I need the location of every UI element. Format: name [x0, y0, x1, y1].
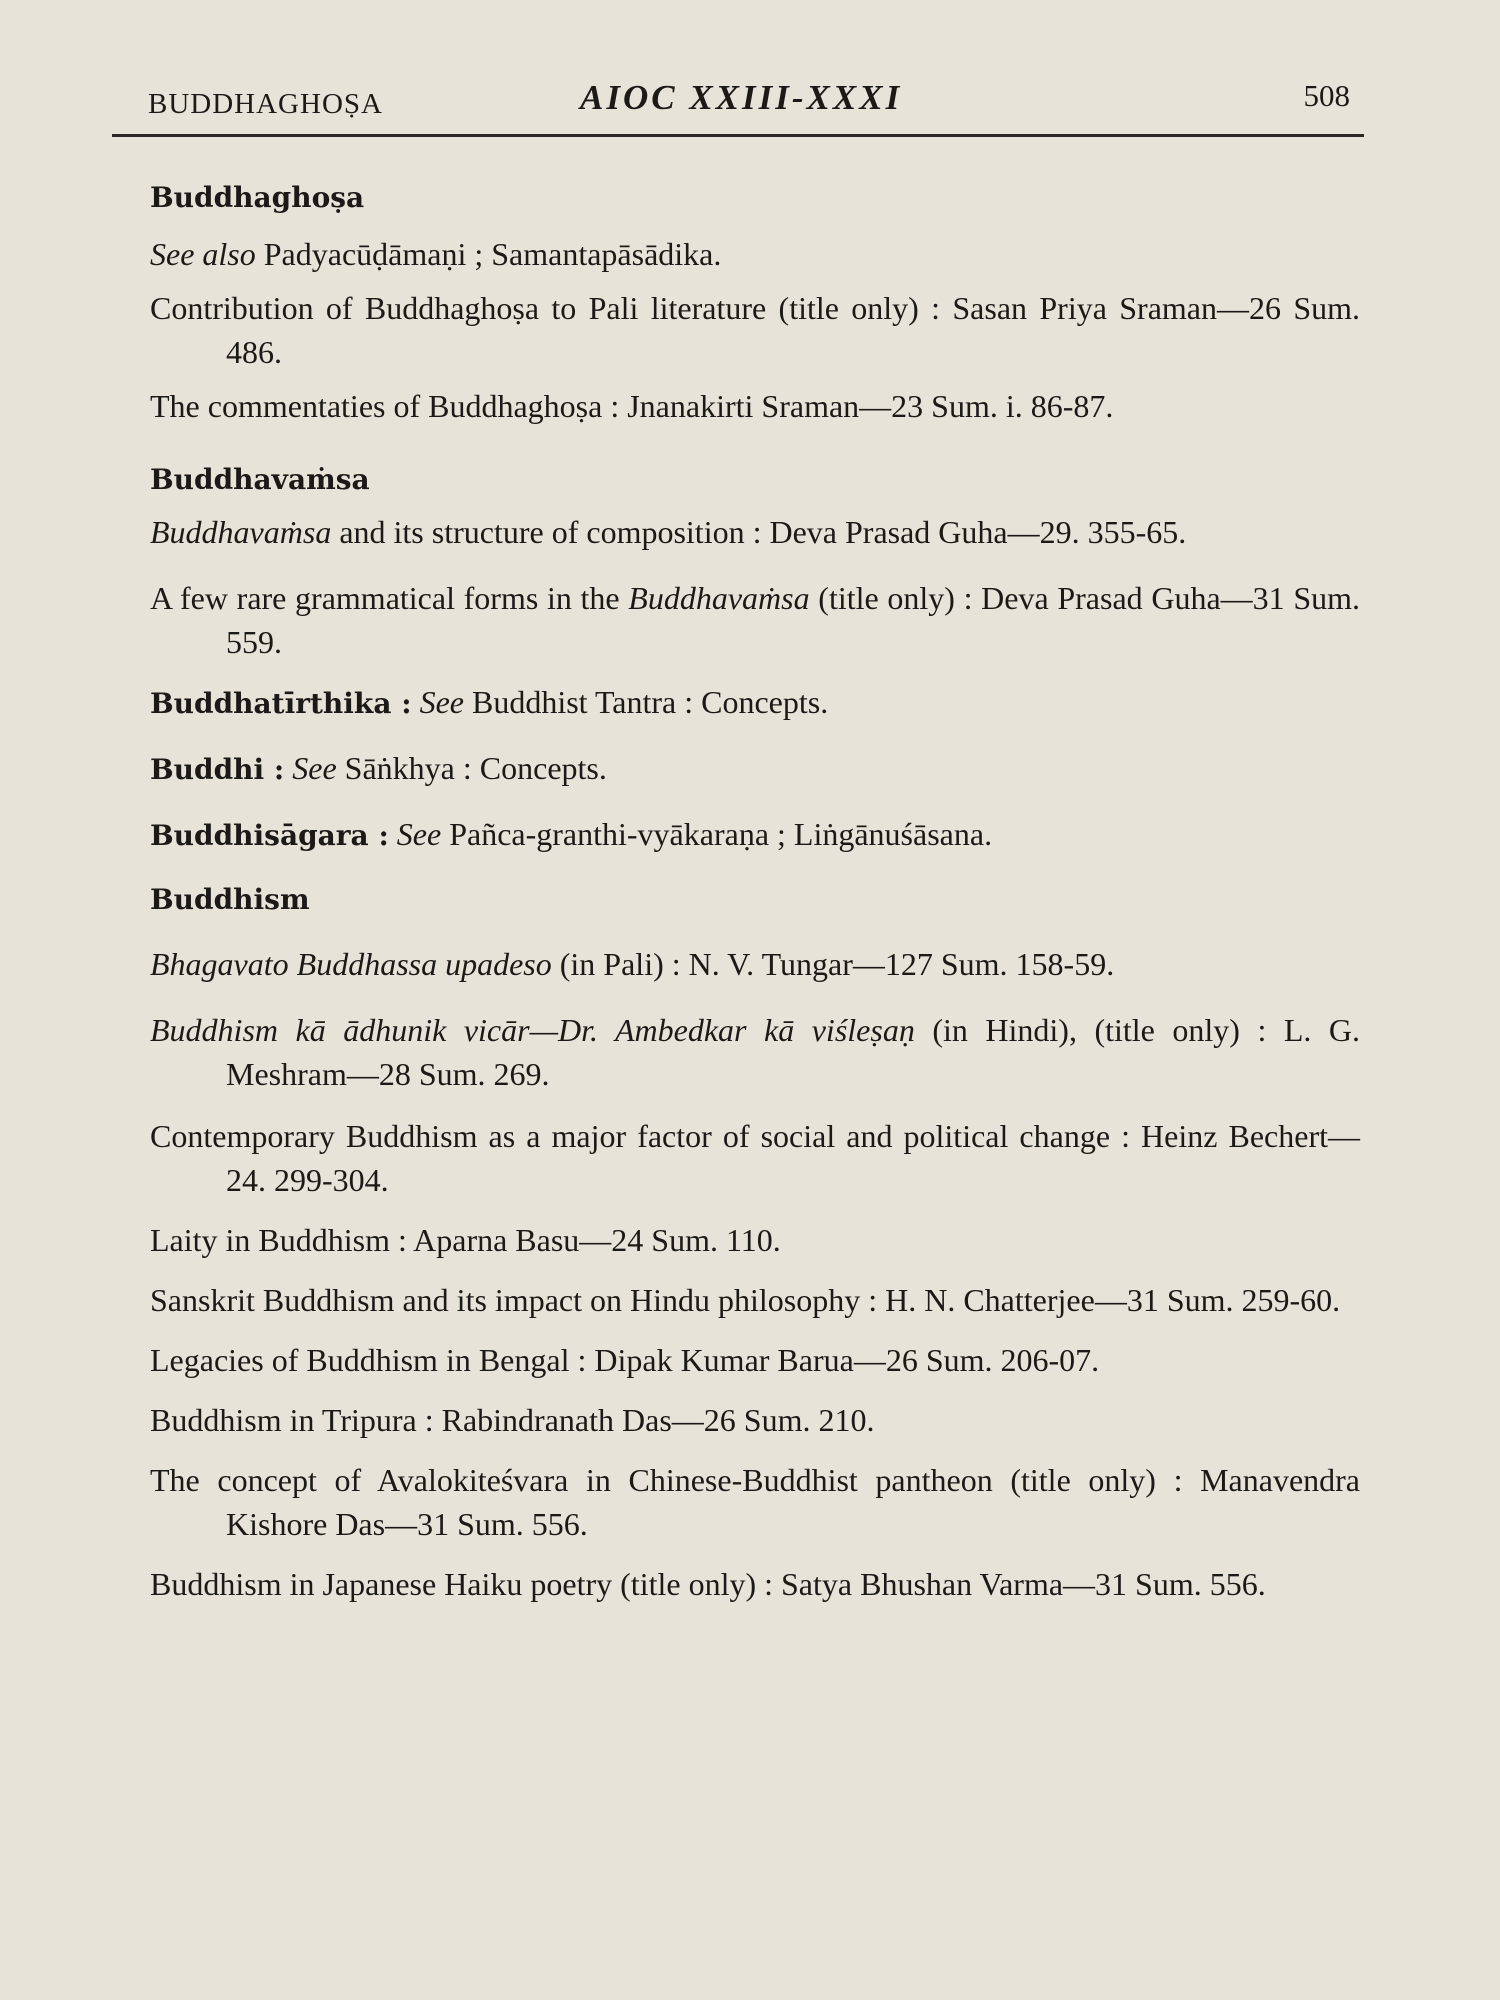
cross-reference-buddhi	[150, 746, 1360, 792]
cross-reference-text: Pañca-granthi-vyākaraṇa ; Liṅgānuśāsana.	[449, 816, 993, 852]
running-head-left: BUDDHAGHOṢA	[148, 88, 383, 120]
see-also-text: Padyacūḍāmaṇi ; Samantapāsādika.	[263, 236, 722, 272]
entry-text: (in Pali) : N. V. Tungar—127 Sum. 158-59.	[551, 946, 1115, 982]
index-entry	[150, 942, 1360, 986]
cross-reference-heading: Buddhisāgara :	[150, 819, 389, 852]
see-label: See	[292, 750, 337, 786]
entry-title-italic: Buddhavaṁsa	[628, 580, 810, 616]
running-head	[148, 78, 1350, 128]
heading-buddhavamsa: Buddhavaṁsa	[150, 463, 370, 496]
entry-title-italic: Buddhavaṁsa	[150, 514, 332, 550]
entry-text: A few rare grammatical forms in the	[150, 580, 629, 616]
index-entry	[150, 510, 1360, 554]
index-entry	[150, 576, 1360, 664]
see-label: See	[396, 816, 442, 852]
cross-reference-heading: Buddhi :	[150, 753, 285, 786]
cross-reference-buddhisagara	[150, 812, 1360, 858]
page-number: 508	[1303, 78, 1350, 113]
index-entry: Legacies of Buddhism in Bengal : Dipak Kumar Barua—26 Sum. 206-07.	[150, 1342, 1100, 1378]
heading-buddhaghosa: Buddhaghoṣa	[150, 181, 365, 214]
index-body	[150, 178, 1360, 1606]
index-entry: Contribution of Buddhaghoṣa to Pali literature (title only) : Sasan Priya Sraman—26 Sum. 486.	[150, 290, 1360, 370]
index-entry: Laity in Buddhism : Aparna Basu—24 Sum. 110.	[150, 1222, 781, 1258]
cross-reference-heading: Buddhatīrthika :	[150, 687, 412, 720]
entry-text: and its structure of composition : Deva Prasad Guha—29. 355-65.	[331, 514, 1187, 550]
entry-title-italic: Bhagavato Buddhassa upadeso	[150, 946, 552, 982]
entry-text: (title only) : Deva Prasad Guha—31 Sum. 559.	[226, 580, 1360, 660]
index-entry: Sanskrit Buddhism and its impact on Hindu philosophy : H. N. Chatterjee—31 Sum. 259-60.	[150, 1282, 1341, 1318]
cross-reference-text: Buddhist Tantra : Concepts.	[471, 684, 829, 720]
index-entry	[150, 1008, 1360, 1096]
heading-buddhism: Buddhism	[150, 883, 310, 916]
entry-title-italic: Buddhism kā ādhunik vicār—Dr. Ambedkar kā viśleṣaṇ	[150, 1012, 915, 1048]
index-entry: The commentaties of Buddhaghoṣa : Jnanakirti Sraman—23 Sum. i. 86-87.	[150, 388, 1114, 424]
cross-reference-text: Sāṅkhya : Concepts.	[344, 750, 607, 786]
see-label: See	[419, 684, 464, 720]
index-entry: Contemporary Buddhism as a major factor of social and political change : Heinz Bechert—24. 299-304.	[150, 1118, 1360, 1198]
see-also-label: See also	[150, 236, 256, 272]
index-entry: Buddhism in Tripura : Rabindranath Das—26 Sum. 210.	[150, 1402, 875, 1438]
header-rule	[112, 134, 1364, 137]
see-also-entry	[150, 232, 1360, 276]
cross-reference-buddhatirthika	[150, 680, 1360, 726]
index-entry: Buddhism in Japanese Haiku poetry (title only) : Satya Bhushan Varma—31 Sum. 556.	[150, 1566, 1266, 1602]
index-entry: The concept of Avalokiteśvara in Chinese-Buddhist pantheon (title only) : Manavendra Kishore Das—31 Sum. 556.	[150, 1462, 1360, 1542]
running-head-title: AIOC XXIII-XXXI	[580, 78, 903, 117]
entry-text: (in Hindi), (title only) : L. G. Meshram—28 Sum. 269.	[226, 1012, 1361, 1092]
